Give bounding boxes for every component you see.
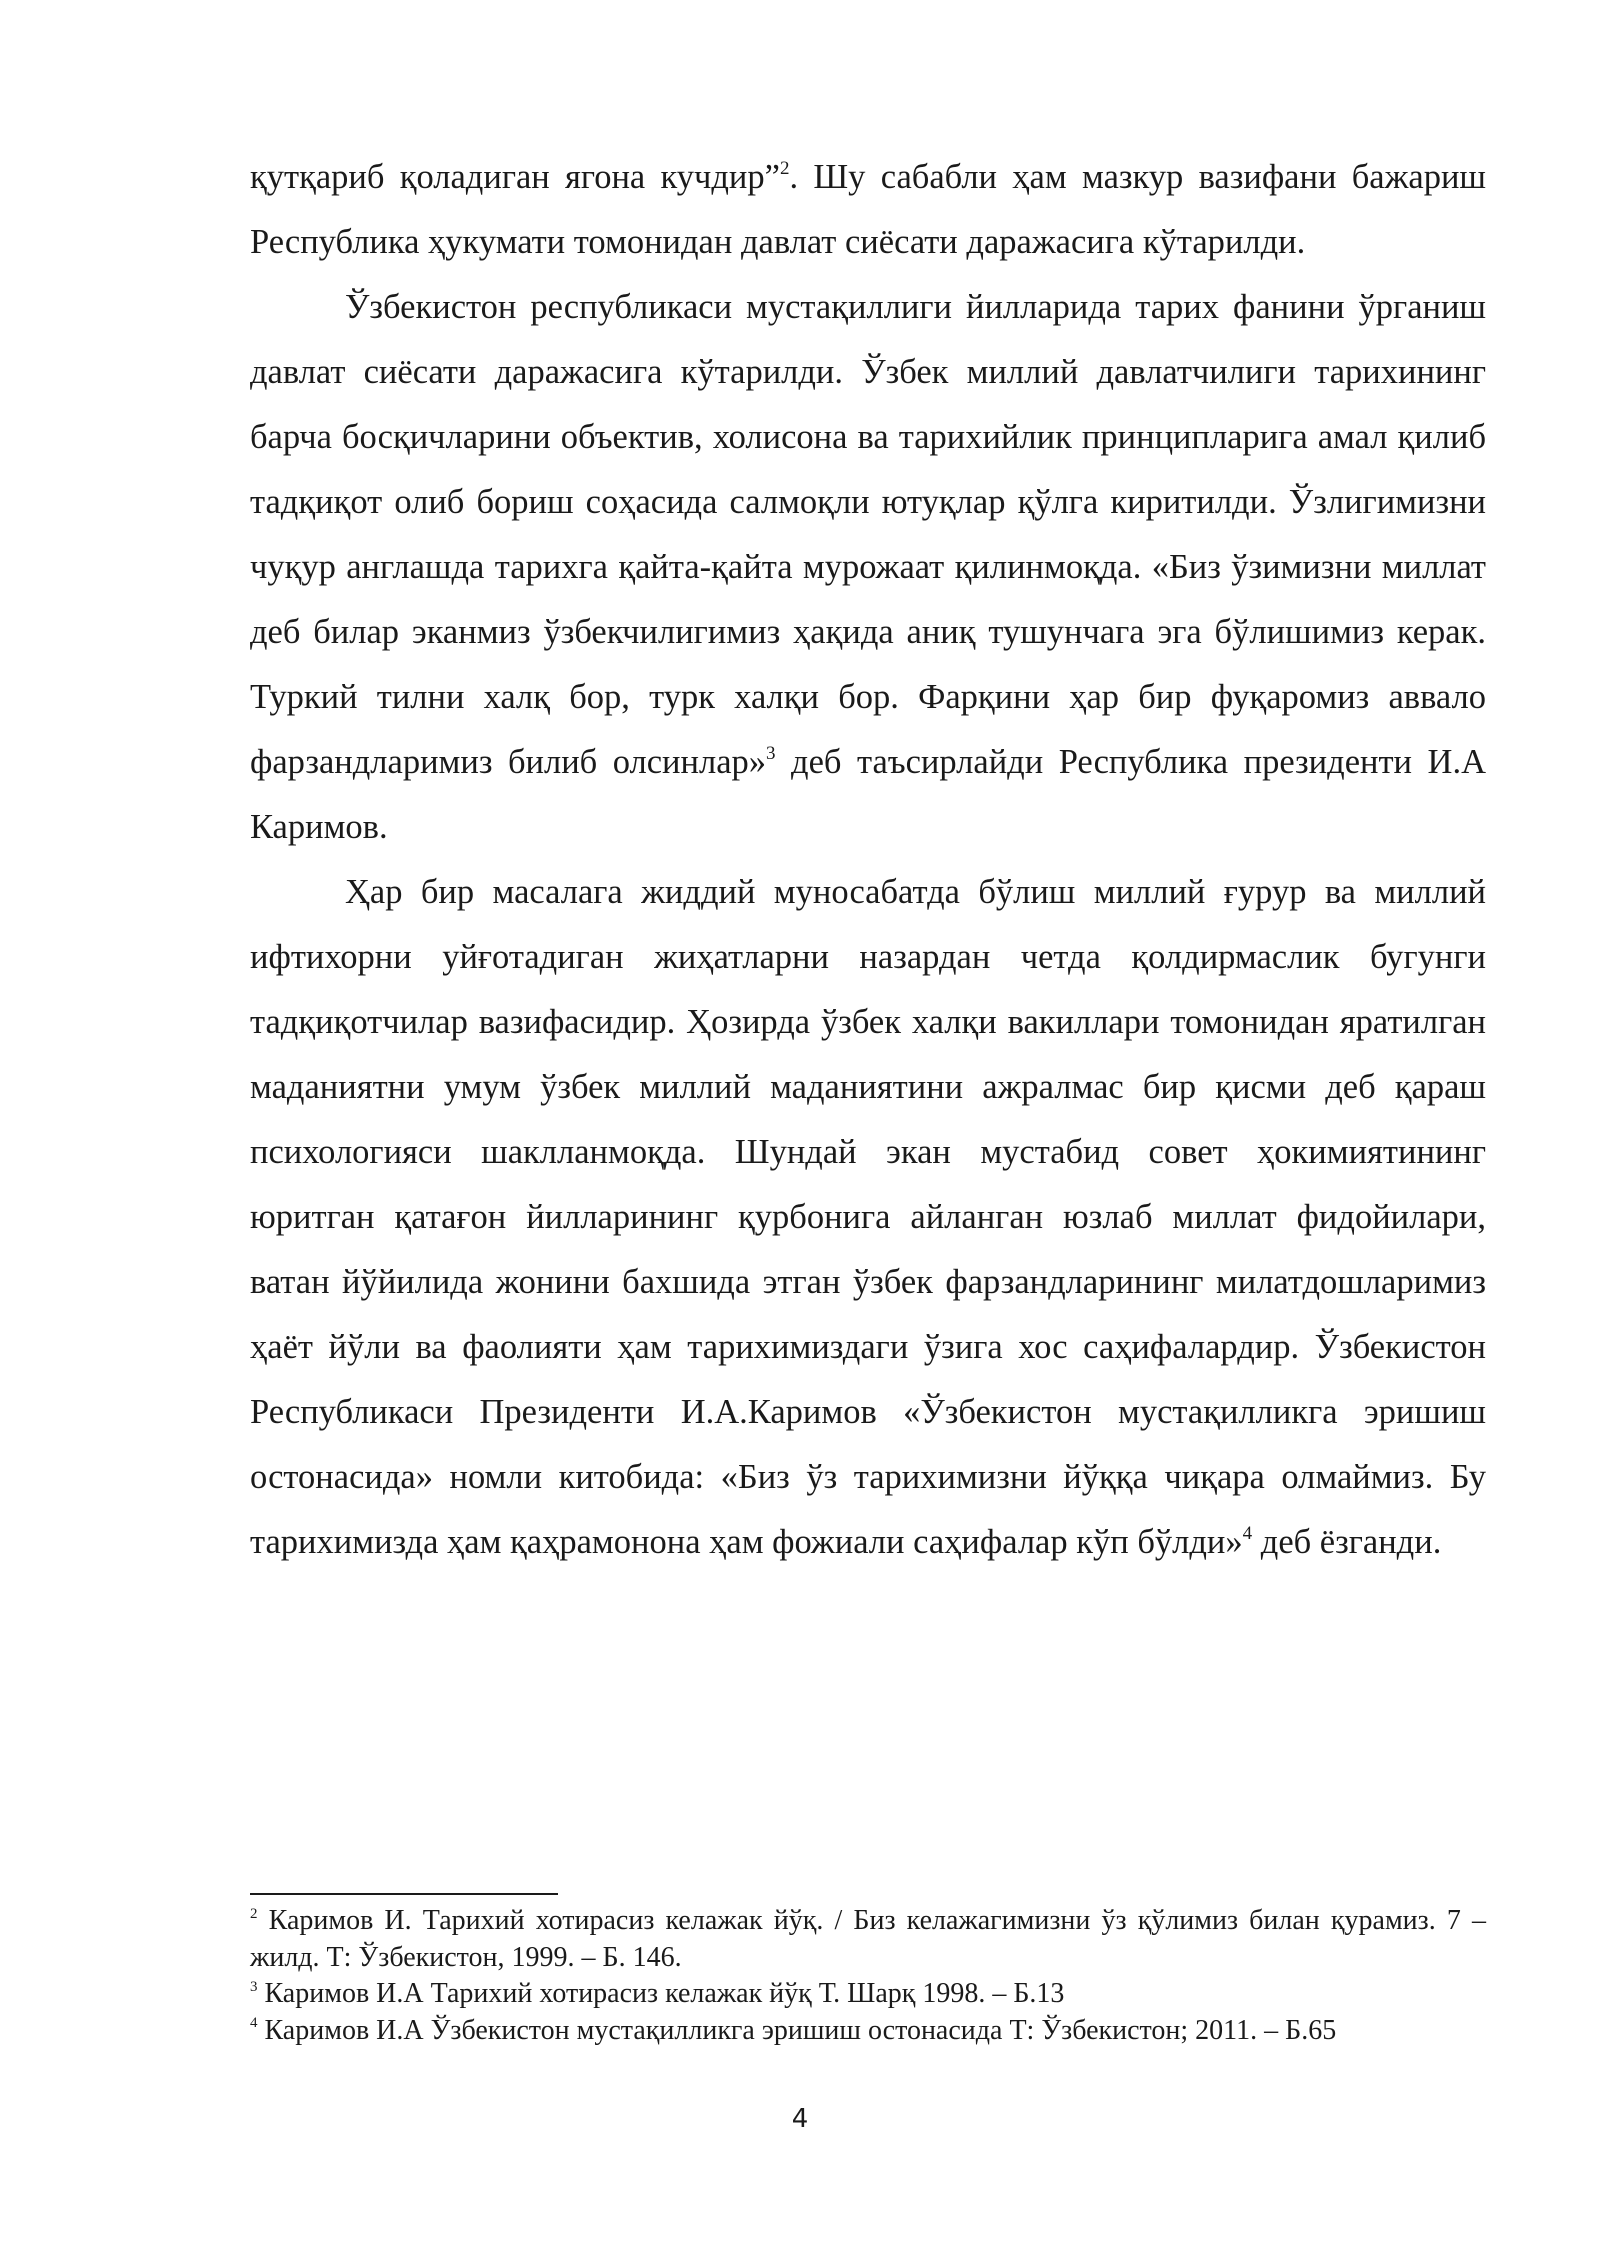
footnote-4-text: Каримов И.А Ўзбекистон мустақилликга эришиш остонасида Т: Ўзбекистон; 2011. – Б.65 [257, 2014, 1337, 2046]
page-number: 4 [791, 2104, 809, 2134]
footnotes [250, 1903, 1486, 2049]
footnote-separator [250, 1893, 558, 1895]
footnote-3-text: Каримов И.А Тарихий хотирасиз келажак йўқ Т. Шарқ 1998. – Б.13 [257, 1978, 1065, 2009]
paragraph-3-tail: деб ёзганди. [1252, 1523, 1442, 1561]
footnote-4 [250, 2013, 1486, 2050]
paragraph-2-text: Ўзбекистон республикаси мустақиллиги йилларида тарих фанини ўрганиш давлат сиёсати даражасига кўтарилди. Ўзбек миллий давлатчилиги тарихининг барча босқичларини объектив, холисона ва тарихийлик принципларига амал қилиб тадқиқот олиб бориш соҳасида салмоқли ютуқлар қўлга киритилди. Ўзлигимизни чуқур англашда тарихга қайта-қайта мурожаат қилинмоқда. «Биз ўзимизни миллат деб билар эканмиз ўзбекчилигимиз ҳақида аниқ тушунчага эга бўлишимиз керак. Туркий тилни халқ бор, турк халқи бор. Фарқини ҳар бир фуқаромиз аввало фарзандларимиз билиб олсинлар» [250, 288, 1486, 781]
paragraph-1-text: қутқариб қоладиган ягона кучдир” [250, 158, 780, 196]
footnote-3 [250, 1976, 1486, 2013]
footnote-ref-3[interactable]: 3 [766, 742, 776, 764]
footnote-2 [250, 1903, 1486, 1976]
paragraph-3 [250, 860, 1486, 1575]
footnote-mark-2: 2 [250, 1905, 258, 1922]
footnote-ref-2[interactable]: 2 [779, 157, 790, 179]
paragraph-3-text: Ҳар бир масалага жиддий муносабатда бўлиш миллий ғурур ва миллий ифтихорни уйғотадиган жиҳатларни назардан четда қолдирмаслик бугунги тадқиқотчилар вазифасидир. Ҳозирда ўзбек халқи вакиллари томонидан яратилган маданиятни умум ўзбек миллий маданиятини ажралмас бир қисми деб қараш психологияси шаклланмоқда. Шундай экан мустабид совет ҳокимиятининг юритган қатағон йилларининг қурбонига айланган юзлаб миллат фидойилари, ватан йўйилида жонини бахшида этган ўзбек фарзандларининг милатдошларимиз ҳаёт йўли ва фаолияти ҳам тарихимиздаги ўзига хос саҳифалардир. Ўзбекистон Республикаси Президенти И.А.Каримов «Ўзбекистон мустақилликга эришиш остонасида» номли китобида: «Биз ўз тарихимизни йўққа чиқара олмаймиз. Бу тарихимизда ҳам қаҳрамонона ҳам фожиали саҳифалар кўп бўлди» [250, 873, 1486, 1561]
paragraph-2-tail: деб таъсирлайди Республика президенти И.А Каримов. [250, 743, 1486, 846]
footnote-mark-3: 3 [250, 1978, 258, 1995]
footnote-mark-4: 4 [250, 2015, 258, 2032]
paragraph-1 [250, 145, 1486, 275]
footnote-ref-4[interactable]: 4 [1242, 1522, 1253, 1544]
paragraph-2 [250, 275, 1486, 860]
body-text [250, 145, 1486, 1575]
footnote-2-text: Каримов И. Тарихий хотирасиз келажак йўқ. / Биз келажагимизни ўз қўлимиз билан қурамиз. 7 – жилд. Т: Ўзбекистон, 1999. – Б. 146. [250, 1905, 1486, 1973]
paragraph-1-tail: . Шу сабабли ҳам мазкур вазифани бажариш Республика ҳукумати томонидан давлат сиёсати даражасига кўтарилди. [250, 158, 1486, 261]
